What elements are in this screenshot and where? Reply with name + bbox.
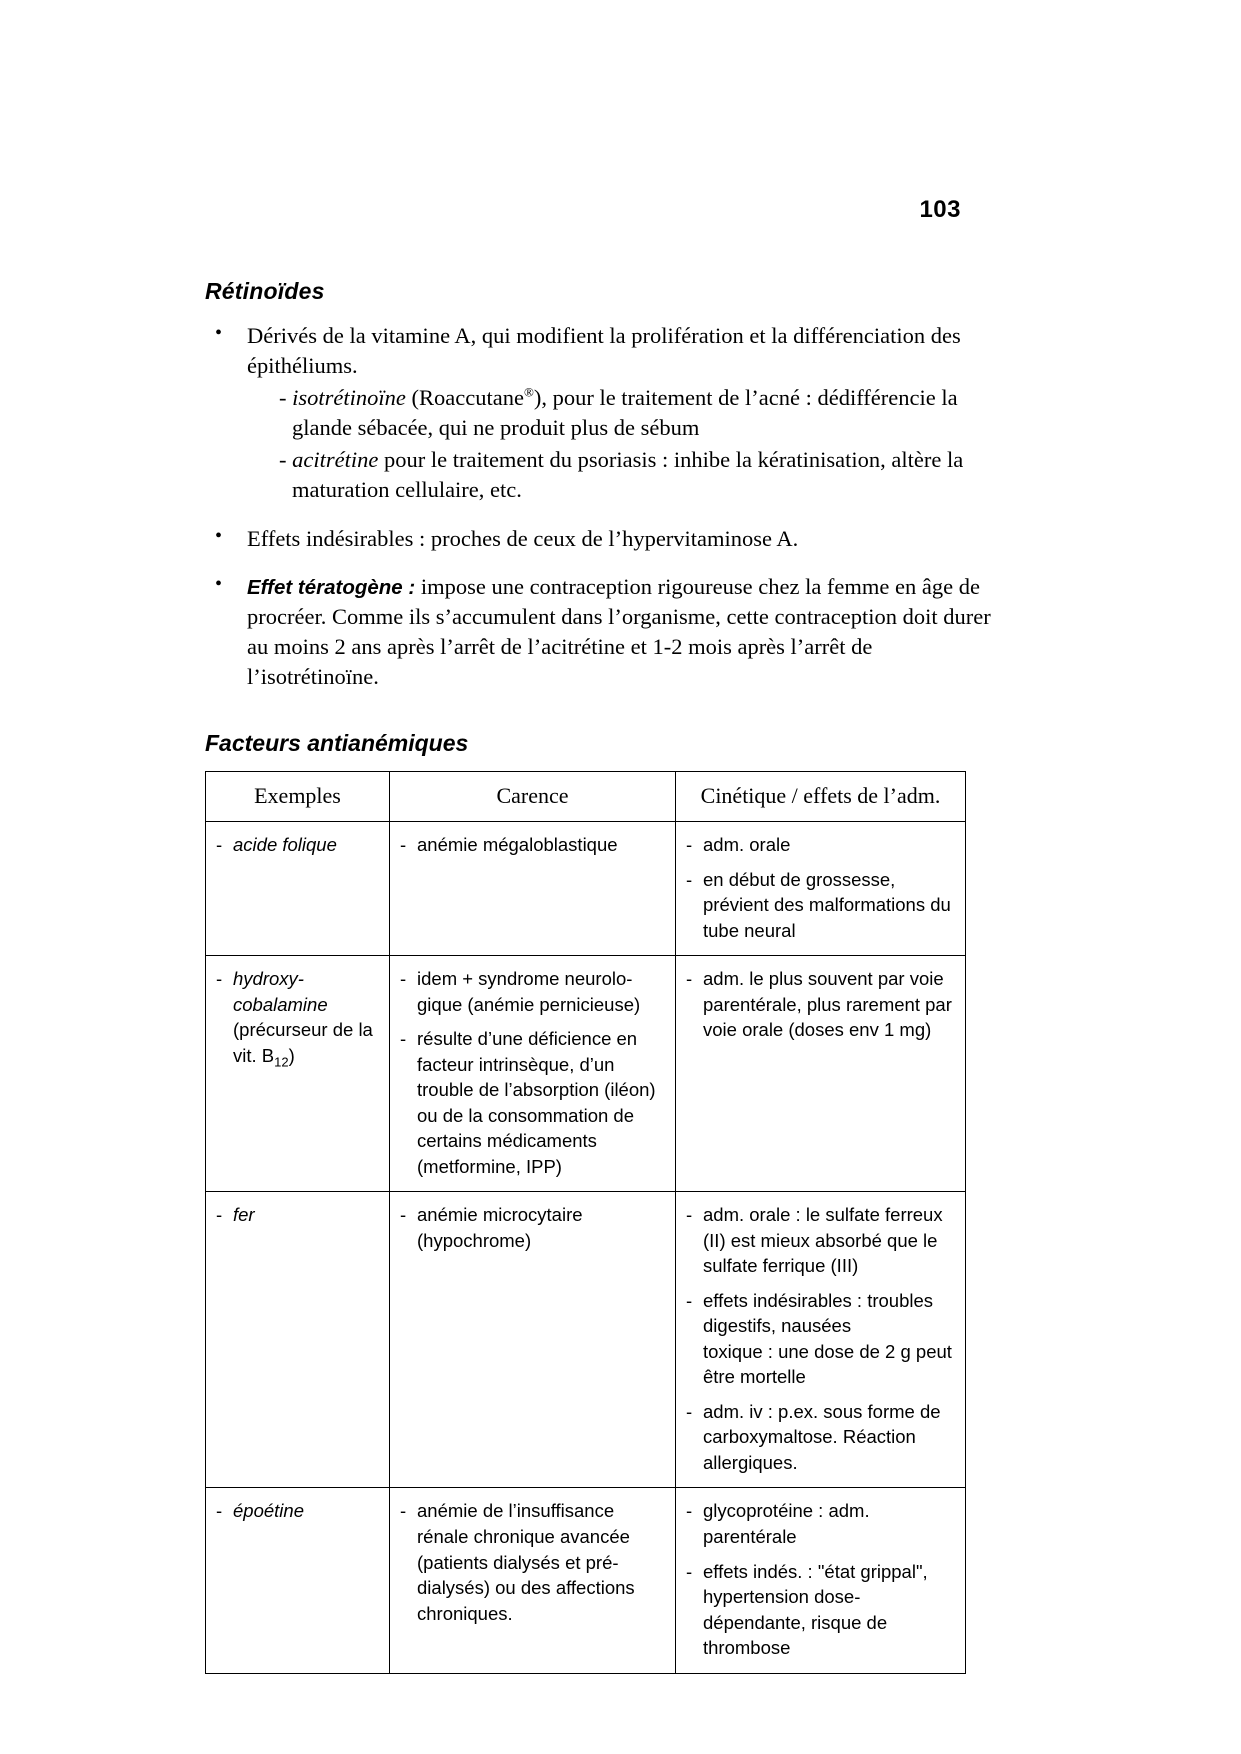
drug-note-pre: (précurseur de la vit. B [233,1019,373,1066]
list-item: - idem + syndrome neurolo-gique (anémie pernicieuse) [400,966,665,1017]
list-item [216,1498,379,1524]
vitamin-subscript: 12 [274,1054,289,1070]
list-item: - résulte d’une déficience en facteur intrinsèque, d’un trouble de l’absorption (iléon) ou de la consommation de certains médicaments (metformine, IPP) [400,1026,665,1179]
list-item: - effets indésirables : troubles digestifs, nausées [686,1288,955,1339]
subitem-drug-name: isotrétinoïne [292,384,406,410]
cell-carence [390,1488,676,1673]
drug-name: hydroxy-cobalamine [233,968,328,1015]
exemple-list [216,832,379,858]
drug-name: fer [233,1204,255,1226]
list-item: - anémie mégaloblastique [400,832,665,858]
list-item [216,1202,379,1228]
cell-cinetique [676,1192,966,1488]
cell-cinetique [676,956,966,1192]
cell-carence [390,956,676,1192]
section-heading-retinoides: Rétinoïdes [205,278,325,304]
subitem-isotretinoine: - isotrétinoïne (Roaccutane®), pour le traitement de l’acné : dédifférencie la glande sébacée, qui ne produit plus de sébum [279,384,958,440]
table-row [206,1192,966,1488]
column-header-carence: Carence [390,772,676,822]
registered-mark-icon: ® [523,384,534,400]
exemple-list [216,1202,379,1228]
section-heading-facteurs-antianemiques: Facteurs antianémiques [205,730,469,757]
subitem-description: ), pour le traitement de l’acné : dédifférencie la glande sébacée, qui ne produit plus de sébum [292,384,958,440]
exemple-list [216,966,379,1071]
cinetique-list [686,1498,955,1660]
drug-name: acide folique [233,834,337,856]
retinoides-subitem-list [247,383,995,505]
list-item: - adm. iv : p.ex. sous forme de carboxymaltose. Réaction allergiques. [686,1399,955,1476]
subitem-brand-lead: (Roaccutane [405,384,524,410]
table-header-row [206,772,966,822]
carence-list [400,1498,665,1626]
cell-cinetique [676,822,966,956]
list-item: - anémie microcytaire (hypochrome) [400,1202,665,1253]
cell-exemple [206,1192,390,1488]
table-body [206,822,966,1673]
bullet-text: Effets indésirables : proches de ceux de l’hypervitaminose A. [247,525,799,551]
list-item: - en début de grossesse, prévient des malformations du tube neural [686,867,955,944]
cinetique-list [686,832,955,943]
subitem-acitretine: - acitrétine pour le traitement du psoriasis : inhibe la kératinisation, altère la maturation cellulaire, etc. [279,446,964,502]
list-item [216,832,379,858]
list-item: - glycoprotéine : adm. parentérale [686,1498,955,1549]
bullet-text: impose une contraception rigoureuse chez la femme en âge de procréer. Comme ils s’accumulent dans l’organisme, cette contraception doit durer au moins 2 ans après l’arrêt de l’acitrétine et 1-2 mois après l’arrêt de l’isotrétinoïne. [247,574,991,690]
column-header-exemples: Exemples [206,772,390,822]
list-item: - anémie de l’insuffisance rénale chronique avancée (patients dialysés et pré-dialysés) ou des affections chroniques. [400,1498,665,1626]
list-item: - adm. orale [686,832,955,858]
table-row [206,956,966,1192]
retinoides-bullet-list [205,321,995,692]
facteurs-antianemiques-table [205,771,966,1673]
carence-list [400,966,665,1179]
column-header-cinetique: Cinétique / effets de l’adm. [676,772,966,822]
bullet-effets-indesirables [205,524,995,554]
page-content [205,278,995,1674]
subitem-description: pour le traitement du psoriasis : inhibe la kératinisation, altère la maturation cellulaire, etc. [292,446,964,502]
cell-carence [390,822,676,956]
carence-list [400,1202,665,1253]
cinetique-list [686,966,955,1043]
list-item: toxique : une dose de 2 g peut être mortelle [703,1340,952,1388]
cell-exemple [206,1488,390,1673]
cinetique-list [686,1202,955,1475]
table-row [206,1488,966,1673]
page-number: 103 [919,196,961,223]
table-row [206,822,966,956]
drug-note-post: ) [288,1044,295,1066]
bullet-text: Dérivés de la vitamine A, qui modifient la prolifération et la différenciation des épithéliums. [247,323,961,378]
list-item: - effets indés. : "état grippal", hypertension dose-dépendante, risque de thrombose [686,1559,955,1661]
table-header [206,772,966,822]
bullet-lead-emphasis: Effet tératogène : [247,576,416,600]
drug-name: époétine [233,1500,304,1522]
list-item [216,966,379,1071]
subitem-drug-name: acitrétine [292,446,379,472]
carence-list [400,832,665,858]
exemple-list [216,1498,379,1524]
bullet-derives-vitamine-a [205,321,995,505]
list-item: - adm. orale : le sulfate ferreux (II) est mieux absorbé que le sulfate ferrique (III) [686,1202,955,1279]
cell-cinetique [676,1488,966,1673]
list-item: - adm. le plus souvent par voie parentérale, plus rarement par voie orale (doses env 1 mg) [686,966,955,1043]
cell-exemple [206,956,390,1192]
bullet-effet-teratogene [205,572,995,692]
cell-exemple [206,822,390,956]
cell-carence [390,1192,676,1488]
